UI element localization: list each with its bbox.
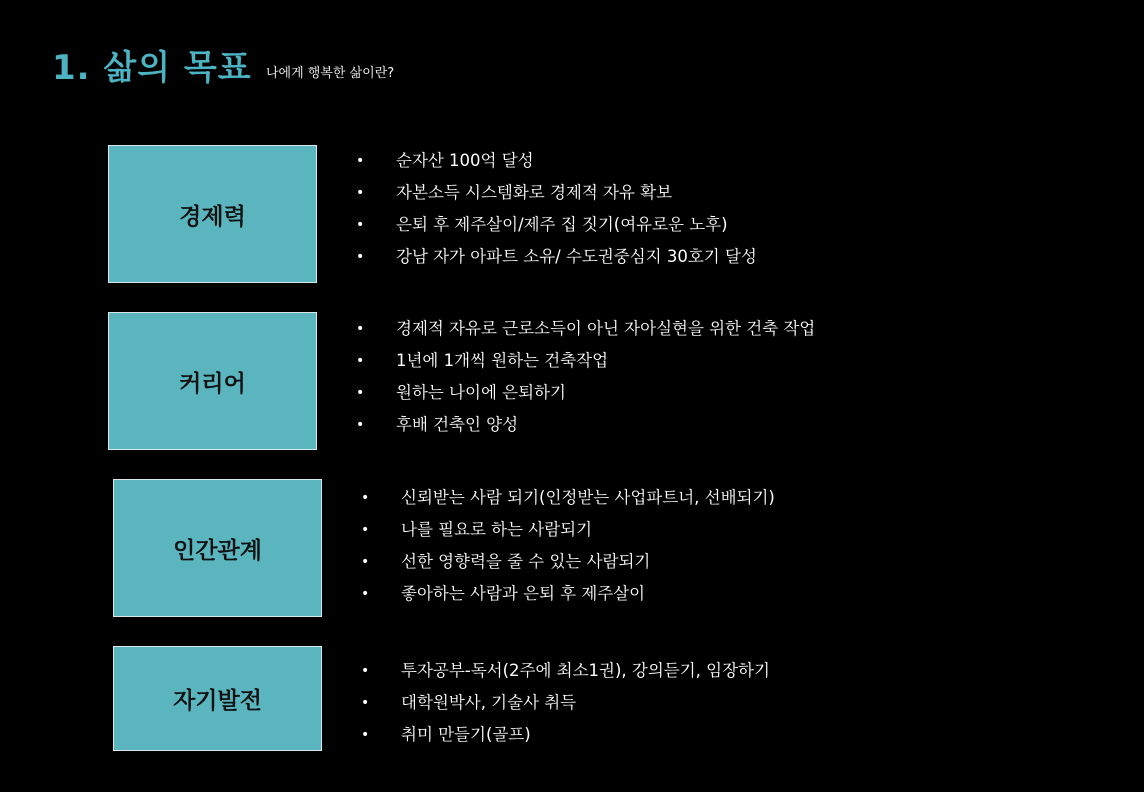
section-self-growth-list <box>361 655 770 751</box>
list-item: • 좋아하는 사람과 은퇴 후 제주살이 <box>361 578 775 610</box>
section-economy-box <box>108 145 317 283</box>
list-item: • 원하는 나이에 은퇴하기 <box>356 377 815 409</box>
list-item: • 자본소득 시스템화로 경제적 자유 확보 <box>356 177 757 209</box>
list-item: • 나를 필요로 하는 사람되기 <box>361 514 775 546</box>
list-item: • 투자공부-독서(2주에 최소1권), 강의듣기, 임장하기 <box>361 655 770 687</box>
section-economy-list <box>356 145 757 273</box>
list-item: • 경제적 자유로 근로소득이 아닌 자아실현을 위한 건축 작업 <box>356 313 815 345</box>
list-item: • 순자산 100억 달성 <box>356 145 757 177</box>
list-item: • 대학원박사, 기술사 취득 <box>361 687 770 719</box>
list-item: • 은퇴 후 제주살이/제주 집 짓기(여유로운 노후) <box>356 209 757 241</box>
list-item: • 선한 영향력을 줄 수 있는 사람되기 <box>361 546 775 578</box>
section-relationships-label: 인간관계 <box>173 537 262 564</box>
section-self-growth-box <box>113 646 322 751</box>
page-subtitle: 나에게 행복한 삶이란? <box>266 66 395 81</box>
section-career-list <box>356 313 815 441</box>
section-economy-label: 경제력 <box>179 203 246 230</box>
section-relationships-box <box>113 479 322 617</box>
section-career-label: 커리어 <box>179 370 246 397</box>
section-relationships-list <box>361 482 775 610</box>
list-item: • 취미 만들기(골프) <box>361 719 770 751</box>
list-item: • 1년에 1개씩 원하는 건축작업 <box>356 345 815 377</box>
section-self-growth-label: 자기발전 <box>173 688 262 714</box>
list-item: • 신뢰받는 사람 되기(인정받는 사업파트너, 선배되기) <box>361 482 775 514</box>
page-title: 1. 삶의 목표 <box>52 48 252 88</box>
list-item: • 강남 자가 아파트 소유/ 수도권중심지 30호기 달성 <box>356 241 757 273</box>
section-career-box <box>108 312 317 450</box>
list-item: • 후배 건축인 양성 <box>356 409 815 441</box>
